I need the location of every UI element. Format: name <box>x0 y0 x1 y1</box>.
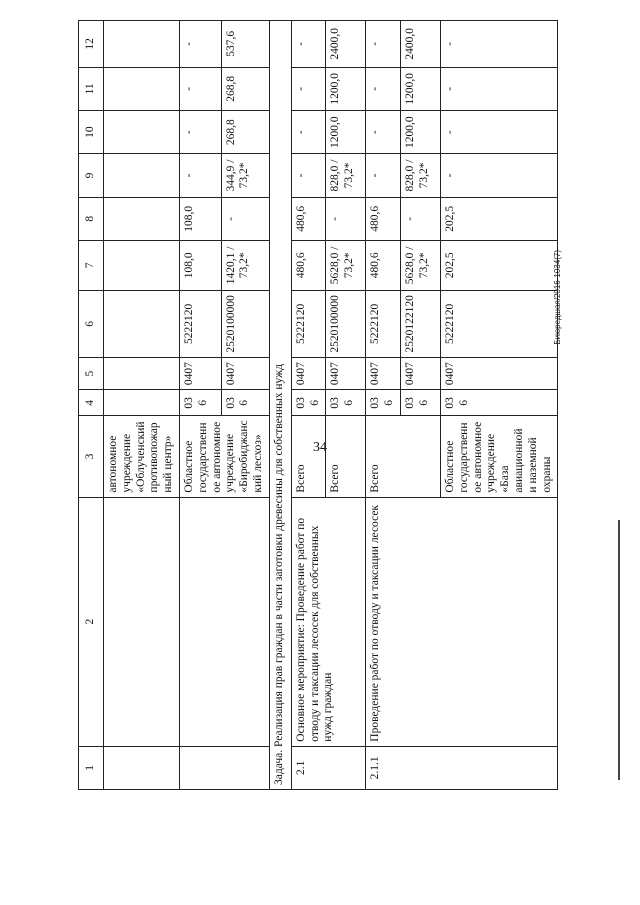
cell-year-9: 344,9 / 73,2* <box>221 154 269 197</box>
cell-target: 2520100000 <box>221 290 269 357</box>
cell <box>179 746 269 789</box>
cell <box>104 67 180 110</box>
cell-year-10: - <box>291 111 326 154</box>
cell-target: 5222120 <box>366 290 401 357</box>
task-row <box>269 21 291 790</box>
header-cell: 6 <box>79 290 104 357</box>
table-row <box>291 21 326 790</box>
cell-grbs: 036 <box>440 390 557 416</box>
cell-year-12: - <box>291 21 326 68</box>
page-number: 34 <box>313 440 327 455</box>
cell-year-12: - <box>179 21 221 68</box>
cell-year-12: 2400,0 <box>400 21 440 68</box>
cell-section: 0407 <box>400 357 440 389</box>
header-cell: 4 <box>79 390 104 416</box>
cell-year-10: 1200,0 <box>326 111 366 154</box>
cell-executor: Всего <box>366 416 441 497</box>
cell-year-8: 480,6 <box>366 197 401 240</box>
cell-year-10: 1200,0 <box>400 111 440 154</box>
cell-year-11: - <box>291 67 326 110</box>
header-cell: 5 <box>79 357 104 389</box>
cell <box>104 390 180 416</box>
cell-total: 480,6 <box>291 240 326 290</box>
table-row <box>179 21 221 790</box>
cell-year-11: - <box>366 67 401 110</box>
cell-target: 5222120 <box>291 290 326 357</box>
cell-grbs: 036 <box>366 390 401 416</box>
cell-total: 5628,0 / 73,2* <box>400 240 440 290</box>
cell-year-9: - <box>179 154 221 197</box>
cell-target: 2520122120 <box>400 290 440 357</box>
cell-total: 5628,0 / 73,2* <box>326 240 366 290</box>
cell-section: 0407 <box>366 357 401 389</box>
task-heading: Задача. Реализация прав граждан в части заготовки древесины для собственных нужд <box>269 21 291 790</box>
cell-year-11: 1200,0 <box>326 67 366 110</box>
cell-target: 5222120 <box>179 290 221 357</box>
cell-year-9: 828,0 / 73,2* <box>400 154 440 197</box>
cell <box>104 746 180 789</box>
cell-year-8: 202,5 <box>440 197 557 240</box>
cell-section: 0407 <box>291 357 326 389</box>
header-cell: 1 <box>79 746 104 789</box>
cell-executor: Всего <box>326 416 366 497</box>
cell <box>104 197 180 240</box>
rotated-table-container <box>78 20 553 790</box>
cell-number: 2.1 <box>291 746 366 789</box>
table-row <box>366 21 401 790</box>
cell <box>104 357 180 389</box>
header-cell: 2 <box>79 497 104 746</box>
cell-year-11: - <box>179 67 221 110</box>
cell-executor: Областное государственное автономное учреждение «Биробиджанский лесхоз» <box>179 416 269 497</box>
header-cell: 8 <box>79 197 104 240</box>
cell <box>179 497 269 746</box>
cell-year-10: 268,8 <box>221 111 269 154</box>
cell <box>104 21 180 68</box>
header-cell: 7 <box>79 240 104 290</box>
cell-total: 108,0 <box>179 240 221 290</box>
document-stamp: Биюредшая/2016-1034(7) <box>553 250 562 345</box>
cell-year-10: - <box>440 111 557 154</box>
cell-activity: Проведение работ по отводу и таксации лесосек <box>366 497 558 746</box>
cell-year-12: 2400,0 <box>326 21 366 68</box>
cell <box>104 497 180 746</box>
cell-year-10: - <box>179 111 221 154</box>
cell-year-11: 1200,0 <box>400 67 440 110</box>
cell-activity: Основное мероприятие: Проведение работ по отводу и таксации лесосек для собственных нужд граждан <box>291 497 366 746</box>
cell-total: 202,5 <box>440 240 557 290</box>
cell-executor: Областное государственное автономное учреждение «База авиационной и наземной охраны <box>440 416 557 497</box>
cell-year-8: - <box>326 197 366 240</box>
cell-year-9: 828,0 / 73,2* <box>326 154 366 197</box>
cell-year-11: - <box>440 67 557 110</box>
cell-year-10: - <box>366 111 401 154</box>
cell-year-9: - <box>440 154 557 197</box>
cell-year-11: 268,8 <box>221 67 269 110</box>
cell-executor: Всего <box>291 416 326 497</box>
cell-grbs: 036 <box>221 390 269 416</box>
cell <box>104 111 180 154</box>
header-cell: 12 <box>79 21 104 68</box>
cell-year-9: - <box>291 154 326 197</box>
cell <box>104 240 180 290</box>
binding-edge <box>618 520 620 780</box>
cell <box>104 290 180 357</box>
cell-section: 0407 <box>221 357 269 389</box>
cell-year-12: - <box>440 21 557 68</box>
cell-section: 0407 <box>326 357 366 389</box>
cell <box>104 154 180 197</box>
cell-grbs: 036 <box>179 390 221 416</box>
cell-total: 1420,1 / 73,2* <box>221 240 269 290</box>
cell-target: 5222120 <box>440 290 557 357</box>
cell-number: 2.1.1 <box>366 746 558 789</box>
cell-total: 480,6 <box>366 240 401 290</box>
header-cell: 10 <box>79 111 104 154</box>
cell-section: 0407 <box>179 357 221 389</box>
header-cell: 11 <box>79 67 104 110</box>
header-cell: 9 <box>79 154 104 197</box>
cell-year-8: 108,0 <box>179 197 221 240</box>
cell-grbs: 036 <box>291 390 326 416</box>
cell-year-9: - <box>366 154 401 197</box>
cell-year-8: - <box>221 197 269 240</box>
header-cell: 3 <box>79 416 104 497</box>
cell-year-8: - <box>400 197 440 240</box>
cell-target: 2520100000 <box>326 290 366 357</box>
cell-year-8: 480,6 <box>291 197 326 240</box>
budget-table <box>78 20 558 790</box>
table-row <box>104 21 180 790</box>
header-row <box>79 21 104 790</box>
cell-grbs: 036 <box>326 390 366 416</box>
cell-section: 0407 <box>440 357 557 389</box>
cell-year-12: - <box>366 21 401 68</box>
cell-grbs: 036 <box>400 390 440 416</box>
cell-year-12: 537,6 <box>221 21 269 68</box>
cell-executor: автономное учреждение «Облученский противопожарный центр» <box>104 416 180 497</box>
